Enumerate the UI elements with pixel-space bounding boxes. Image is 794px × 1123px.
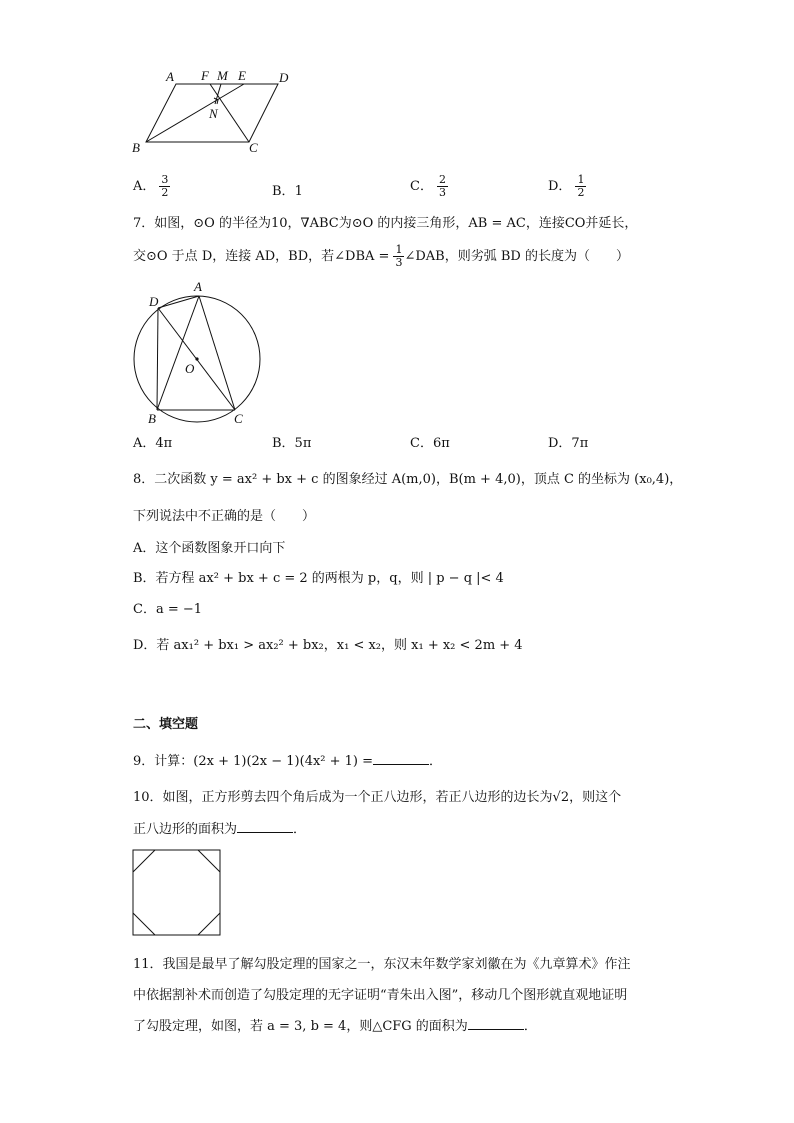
q7-option-d[interactable]: D．7π xyxy=(548,436,589,451)
q9-answer-blank[interactable] xyxy=(373,752,429,765)
q6-option-d[interactable]: D． $\frac{1}{2}$ xyxy=(548,173,585,199)
label-d: D xyxy=(149,294,159,309)
cut-top-right xyxy=(198,850,220,872)
q11-answer-blank[interactable] xyxy=(468,1017,524,1030)
q11-line-1: 11．我国是最早了解勾股定理的国家之一，东汉末年数学家刘徽在为《九章算术》作注 xyxy=(133,957,631,972)
label-f: F xyxy=(201,68,209,83)
q6-option-b[interactable]: B．1 xyxy=(272,184,303,199)
q11-line-3: 了勾股定理，如图，若 a = 3, b = 4，则△CFG 的面积为 ． xyxy=(133,1019,537,1034)
q7-figure xyxy=(128,278,268,428)
label-a: A xyxy=(194,279,202,294)
q10-figure xyxy=(132,849,222,937)
label-n: N xyxy=(209,106,218,121)
q8-line-1: 8．二次函数 y = ax² + bx + c 的图象经过 A(m,0)，B(m + 4,0)，顶点 C 的坐标为 (x₀,4)， xyxy=(133,472,683,487)
segment-bd xyxy=(157,308,158,410)
q10-line-2: 正八边形的面积为 ． xyxy=(133,822,307,837)
q6-option-c[interactable]: C． $\frac{2}{3}$ xyxy=(410,173,446,199)
q8-line-2: 下列说法中不正确的是（ ） xyxy=(133,509,316,524)
q7-line-1: 7．如图，⊙O 的半径为10，∇ABC为⊙O 的内接三角形，AB = AC，连接CO并延长， xyxy=(133,216,638,231)
q7-option-a[interactable]: A．4π xyxy=(133,436,173,451)
cut-bottom-left xyxy=(133,913,155,935)
q7-option-c[interactable]: C．6π xyxy=(410,436,450,451)
q10-line-1: 10．如图，正方形剪去四个角后成为一个正八边形，若正八边形的边长为√2，则这个 xyxy=(133,790,622,805)
label-e: E xyxy=(238,68,246,83)
segment-ab xyxy=(157,296,199,410)
label-d: D xyxy=(279,70,289,85)
label-c: C xyxy=(234,411,243,426)
segment-ad xyxy=(158,296,199,308)
center-point xyxy=(195,357,198,360)
q8-option-b[interactable]: B．若方程 ax² + bx + c = 2 的两根为 p，q，则 | p − q |< 4 xyxy=(133,571,504,586)
cut-bottom-right xyxy=(198,913,220,935)
q8-option-c[interactable]: C．a = −1 xyxy=(133,602,203,617)
q8-option-a[interactable]: A．这个函数图象开口向下 xyxy=(133,541,286,556)
q11-line-2: 中依据割补术而创造了勾股定理的无字证明“青朱出入图”，移动几个图形就直观地证明 xyxy=(133,988,628,1003)
label-o: O xyxy=(185,361,195,376)
label-c: C xyxy=(249,140,258,155)
q6-option-a[interactable]: A． $\frac{3}{2}$ xyxy=(133,173,169,199)
label-a: A xyxy=(166,69,174,84)
q7-option-b[interactable]: B．5π xyxy=(272,436,312,451)
segment-ac xyxy=(199,296,235,410)
label-b: B xyxy=(132,140,140,155)
q9-line: 9．计算：(2x + 1)(2x − 1)(4x² + 1) = ． xyxy=(133,754,443,769)
label-b: B xyxy=(148,411,156,426)
section-heading: 二、填空题 xyxy=(133,717,199,732)
q10-answer-blank[interactable] xyxy=(237,820,293,833)
q7-line-2: 交⊙O 于点 D，连接 AD，BD，若∠DBA = $\frac{1}{3}$ ∠DAB，则劣弧 BD 的长度为（ ） xyxy=(133,243,629,269)
outer-square xyxy=(133,850,220,935)
cut-top-left xyxy=(133,850,155,872)
q8-option-d[interactable]: D．若 ax₁² + bx₁ > ax₂² + bx₂，x₁ < x₂，则 x₁ + x₂ < 2m + 4 xyxy=(133,638,523,653)
q6-figure xyxy=(128,66,308,156)
label-m: M xyxy=(217,68,228,83)
